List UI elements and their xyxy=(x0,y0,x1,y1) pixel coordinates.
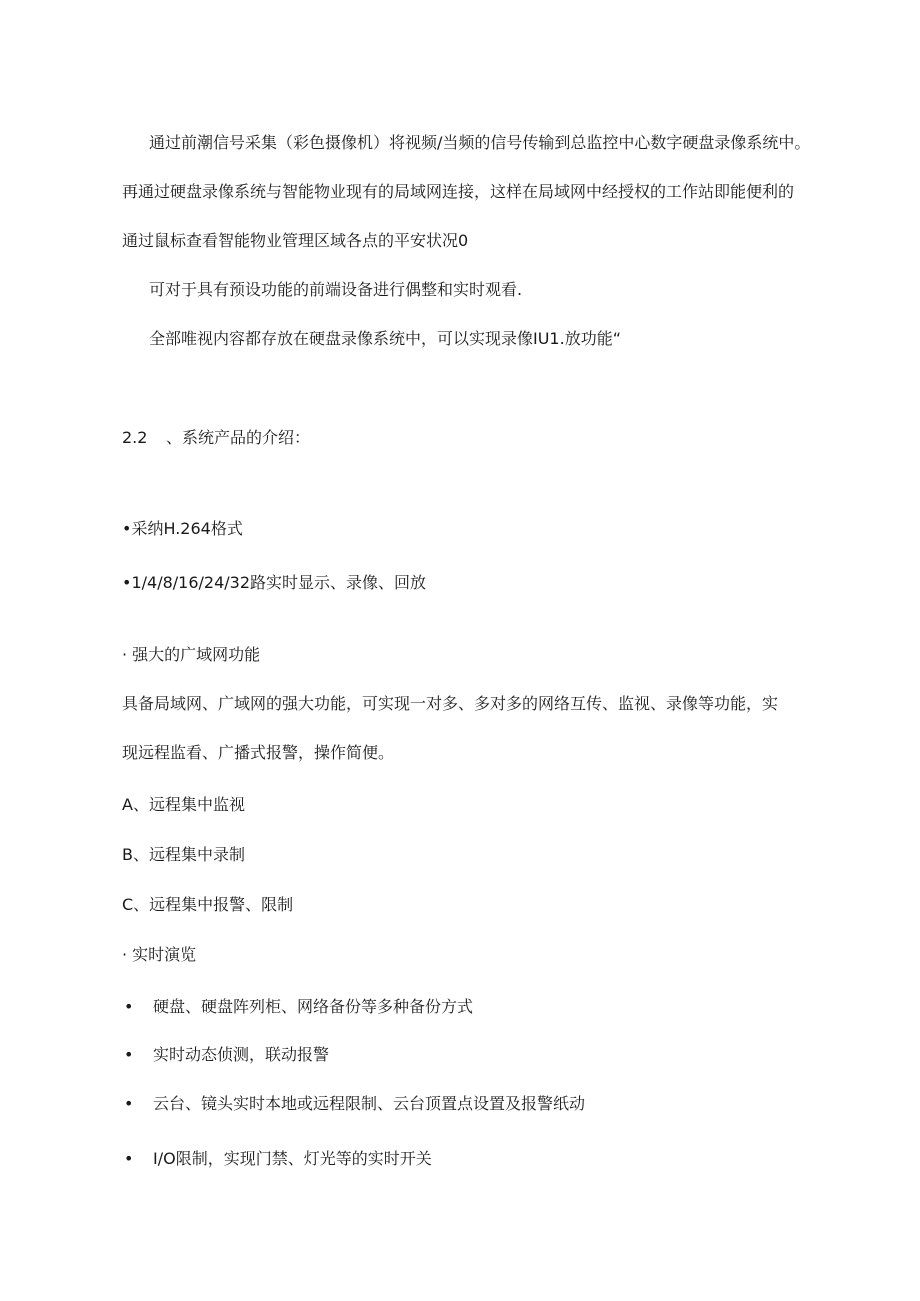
intro-paragraph-3: 全部唯视内容都存放在硬盘录像系统中，可以实现录像IU1.放功能“ xyxy=(149,329,621,348)
section-title: 、系统产品的介绍： xyxy=(166,428,311,447)
list-item-c: C、远程集中报警、限制 xyxy=(122,895,294,914)
bullet-icon: • xyxy=(124,1094,134,1113)
wan-description-line-1: 具备局域网、广域网的强大功能，可实现一对多、多对多的网络互传、监视、录像等功能，实 xyxy=(122,694,779,713)
feature-channels: •1/4/8/16/24/32路实时显示、录像、回放 xyxy=(122,573,427,592)
bullet-io-control: I/O限制，实现门禁、灯光等的实时开关 xyxy=(153,1149,432,1168)
wan-description-line-2: 现远程监看、广播式报警，操作简便。 xyxy=(122,743,395,762)
bullet-ptz-control: 云台、镜头实时本地或远程限制、云台顶置点设置及报警纸动 xyxy=(153,1094,586,1113)
feature-h264: •采纳H.264格式 xyxy=(122,519,243,538)
intro-paragraph-2: 可对于具有预设功能的前端设备进行偶整和实时观看. xyxy=(149,280,523,299)
bullet-motion-detection: 实时动态侦测，联动报警 xyxy=(153,1045,330,1064)
bullet-icon: • xyxy=(124,997,134,1016)
bullet-icon: • xyxy=(124,1149,134,1168)
feature-realtime-preview: · 实时演览 xyxy=(122,945,197,964)
feature-wan: · 强大的广域网功能 xyxy=(122,645,261,664)
intro-paragraph-1-line-2: 再通过硬盘录像系统与智能物业现有的局域网连接，这样在局域网中经授权的工作站即能便利的 xyxy=(122,182,795,201)
section-number: 2.2 xyxy=(122,428,148,447)
list-item-a: A、远程集中监视 xyxy=(122,795,245,814)
bullet-icon: • xyxy=(124,1045,134,1064)
list-item-b: B、远程集中录制 xyxy=(122,845,245,864)
intro-paragraph-1-line-1: 通过前潮信号采集（彩色摄像机）将视频/当频的信号传输到总监控中心数字硬盘录像系统中。 xyxy=(149,133,811,152)
bullet-backup: 硬盘、硬盘阵列柜、网络备份等多种备份方式 xyxy=(153,997,474,1016)
intro-paragraph-1-line-3: 通过鼠标查看智能物业管理区域各点的平安状况0 xyxy=(122,231,469,250)
